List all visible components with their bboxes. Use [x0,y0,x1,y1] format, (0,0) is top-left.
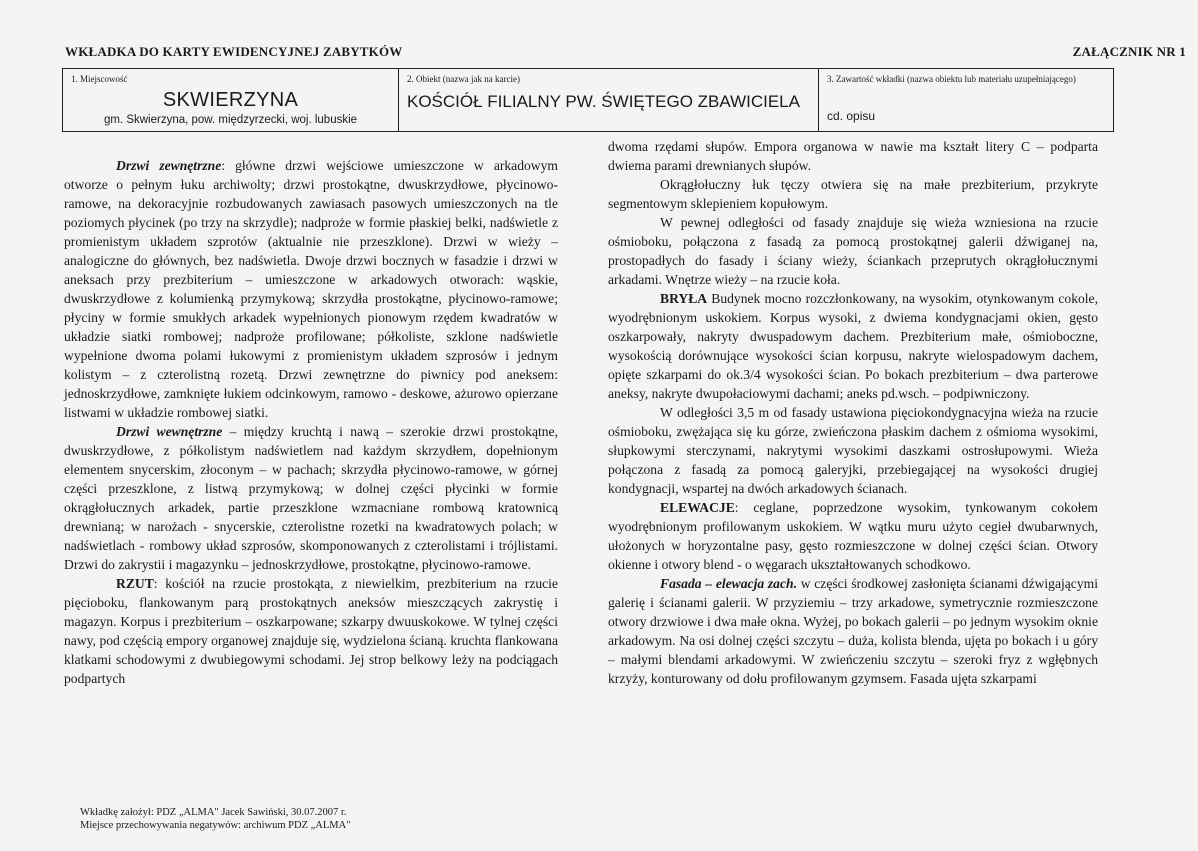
paragraph [608,289,1098,403]
paragraph: dwoma rzędami słupów. Empora organowa w nawie ma kształt litery C – podparta dwiema parami drewnianych słupów. [608,139,1098,173]
locality-value: SKWIERZYNA [162,89,299,111]
attachment-number: ZAŁĄCZNIK NR 1 [1072,44,1186,59]
page-header [65,44,1186,60]
paragraph [608,498,1098,574]
paragraph-text: : ceglane, poprzedzone wysokim, tynkowanym cokołem wyodrębnionym profilowanym uskokiem. W wątku muru użyto cegieł dwubarwnych, ułożonych w horyzontalne pasy, gęsto rozmieszczone w dolnej części ścian. Otwory okienne i otwory blend - o węgarach ukształtowanych schodkowo. [608,500,1098,572]
paragraph-text: : główne drzwi wejściowe umieszczone w arkadowym otworze o pełnym łuku archiwolty; drzwi prostokątne, dwuskrzydłowe, płycinowo-ramowe, na dekoracyjnie rozbudowanych zawiasach pasowych umieszczonych na tle poziomych płycinek (po trzy na skrzydle); nadproże w formie płaskiej belki, nadświetle z promienistym układem szprotów (aktualnie nie przeszklone). Drzwi w wieży – analogiczne do głównych, bez nadświetla. Dwoje drzwi bocznych w fasadzie i drzwi w aneksach przy prezbiterium – umieszczone w arkadowych otworach: wąskie, dwuskrzydłowe z kolumienką przymykową; skrzydła prostokątne, płycinowo-ramowe; płyciny w formie smukłych arkadek wypełnionych pionowym rzędem kwadratów w układzie siatki rombowej; nadproże profilowane; półkoliste, szklone nadświetle wypełnione dwoma polami łukowymi z promienistym układem szprosów i jednym kolistym – z czterolistną rozetą. Drzwi zewnętrzne do piwnicy pod aneksem: jednoskrzydłowe, zamknięte łukiem odcinkowym, ramowo - deskowe, ażurowo opierzane listwami w układzie rombowej siatki. [64,158,558,420]
paragraph [64,156,558,422]
info-box [62,68,1114,132]
footer-author: Wkładkę założył: PDZ „ALMA" Jacek Sawiński, 30.07.2007 r. [80,807,347,818]
right-column [608,137,1098,688]
content-cell [818,69,1113,131]
footer [80,806,351,832]
paragraph-text: – między kruchtą i nawą – szerokie drzwi prostokątne, dwuskrzydłowe, z półkolistym nadświetlem nad każdym skrzydłem, dopełnionym elementem snycerskim, złoconym – w pachach; skrzydła płycinowo-ramowe, w górnej części przeszklone, z listwą przymykową; w dolnej części płycinki w formie okrągłołucznych arkadek, partie przeszklone wzmacniane rombową kratownicą drewnianą; w narożach - snycerskie, czterolistne rozetki na kwadratowych polach; w nadświetlach - rombowy układ szprosów, skomponowanych z czterolistami i trójlistami. Drzwi do zakrystii i magazynku – jednoskrzydłowe, prostokątne, płycinowo-ramowe. [64,424,558,572]
paragraph-text: w części środkowej zasłonięta ścianami dźwigającymi galerię i ścianami galerii. W przyziemiu – trzy arkadowe, symetrycznie rozmieszczone otwory drzwiowe i dwa małe okna. Wyżej, po bokach galerii – po jednym wysokim oknie arkadowym. Na osi dolnej części szczytu – duża, kolista blenda, ujęta po bokach i u góry – małymi blendami arkadowymi. W zwieńczeniu szczytu – szeroki fryz z wgłębnych krzyży, konturowany od dołu profilowanym gzymsem. Fasada ujęta szkarpami [608,576,1098,686]
paragraph-text: Budynek mocno rozczłonkowany, na wysokim, otynkowanym cokole, wyodrębnionym uskokiem. Korpus wysoki, z dwiema kondygnacjami okien, gęsto oszkarpowały, nakryty dwuspadowym dachem. Prezbiterium małe, ośmioboczne, wysokością dorównujące wysokości ścian korpusu, nakryte wielospadowym dachem, opięte szkarpami do ok.3/4 wysokości ścian. Po bokach prezbiterium – dwa parterowe aneksy, nakryte dwupołaciowymi dachami; aneks pd.wsch. – podpiwniczony. [608,291,1098,401]
paragraph: W pewnej odległości od fasady znajduje się wieża wzniesiona na rzucie ośmioboku, połączona z fasadą za pomocą prostokątnej galerii dźwiganej na, prostopadłych do fasady i ściany wieży, ściankach przeprutych okrągłołucznymi arkadami. Wnętrze wieży – na rzucie koła. [608,215,1098,287]
paragraph-lead: Drzwi wewnętrzne [116,424,223,439]
page-title: WKŁADKA DO KARTY EWIDENCYJNEJ ZABYTKÓW [65,44,403,59]
paragraph: Okrągłołuczny łuk tęczy otwiera się na małe prezbiterium, przykryte segmentowym sklepieniem kopułowym. [608,177,1098,211]
paragraph: W odległości 3,5 m od fasady ustawiona pięciokondygnacyjna wieża na rzucie ośmioboku, zwężająca się ku górze, zwieńczona płaskim dachem z ośmioma wysokimi, słupkowymi sterczynami, nakrytymi wysokimi daszkami ostrosłupowymi. Wieża połączona z fasadą za pomocą galeryjki, przebiegającej na wysokości drugiej kondygnacji, wspartej na dwóch arkadowych ścianach. [608,405,1098,496]
content-label: 3. Zawartość wkładki (nazwa obiektu lub materiału uzupełniającego) [827,74,1076,84]
locality-cell [63,69,398,131]
object-label: 2. Obiekt (nazwa jak na karcie) [407,74,520,84]
paragraph [64,422,558,574]
object-cell [398,69,818,131]
paragraph [64,574,558,688]
locality-sub: gm. Skwierzyna, pow. międzyrzecki, woj. lubuskie [103,114,358,126]
paragraph-lead: Fasada – elewacja zach. [660,576,797,591]
paragraph-text: : kościół na rzucie prostokąta, z niewielkim, prezbiterium na rzucie pięcioboku, flankowanym parą prostokątnych aneksów mieszczących zakrystię i magazyn. Korpus i prezbiterium – oszkarpowane; szkarpy dwuuskokowe. W tylnej części nawy, pod częścią empory organowej znajduje się, wydzielona ścianą. kruchta flankowana klatkami schodowymi z dwubiegowymi schodami. Jej strop belkowy leży na podciągach podpartych [64,576,558,686]
object-value: KOŚCIÓŁ FILIALNY PW. ŚWIĘTEGO ZBAWICIELA [407,92,800,111]
left-column [64,156,558,688]
paragraph-lead: Drzwi zewnętrzne [116,158,222,173]
paragraph-lead: RZUT [116,576,154,591]
locality-label: 1. Miejscowość [71,74,128,84]
paragraph-lead: ELEWACJE [660,500,735,515]
paragraph [608,574,1098,688]
footer-archive: Miejsce przechowywania negatywów: archiwum PDZ „ALMA" [80,820,351,831]
paragraph-lead: BRYŁA [660,291,708,306]
content-value: cd. opisu [827,109,876,123]
